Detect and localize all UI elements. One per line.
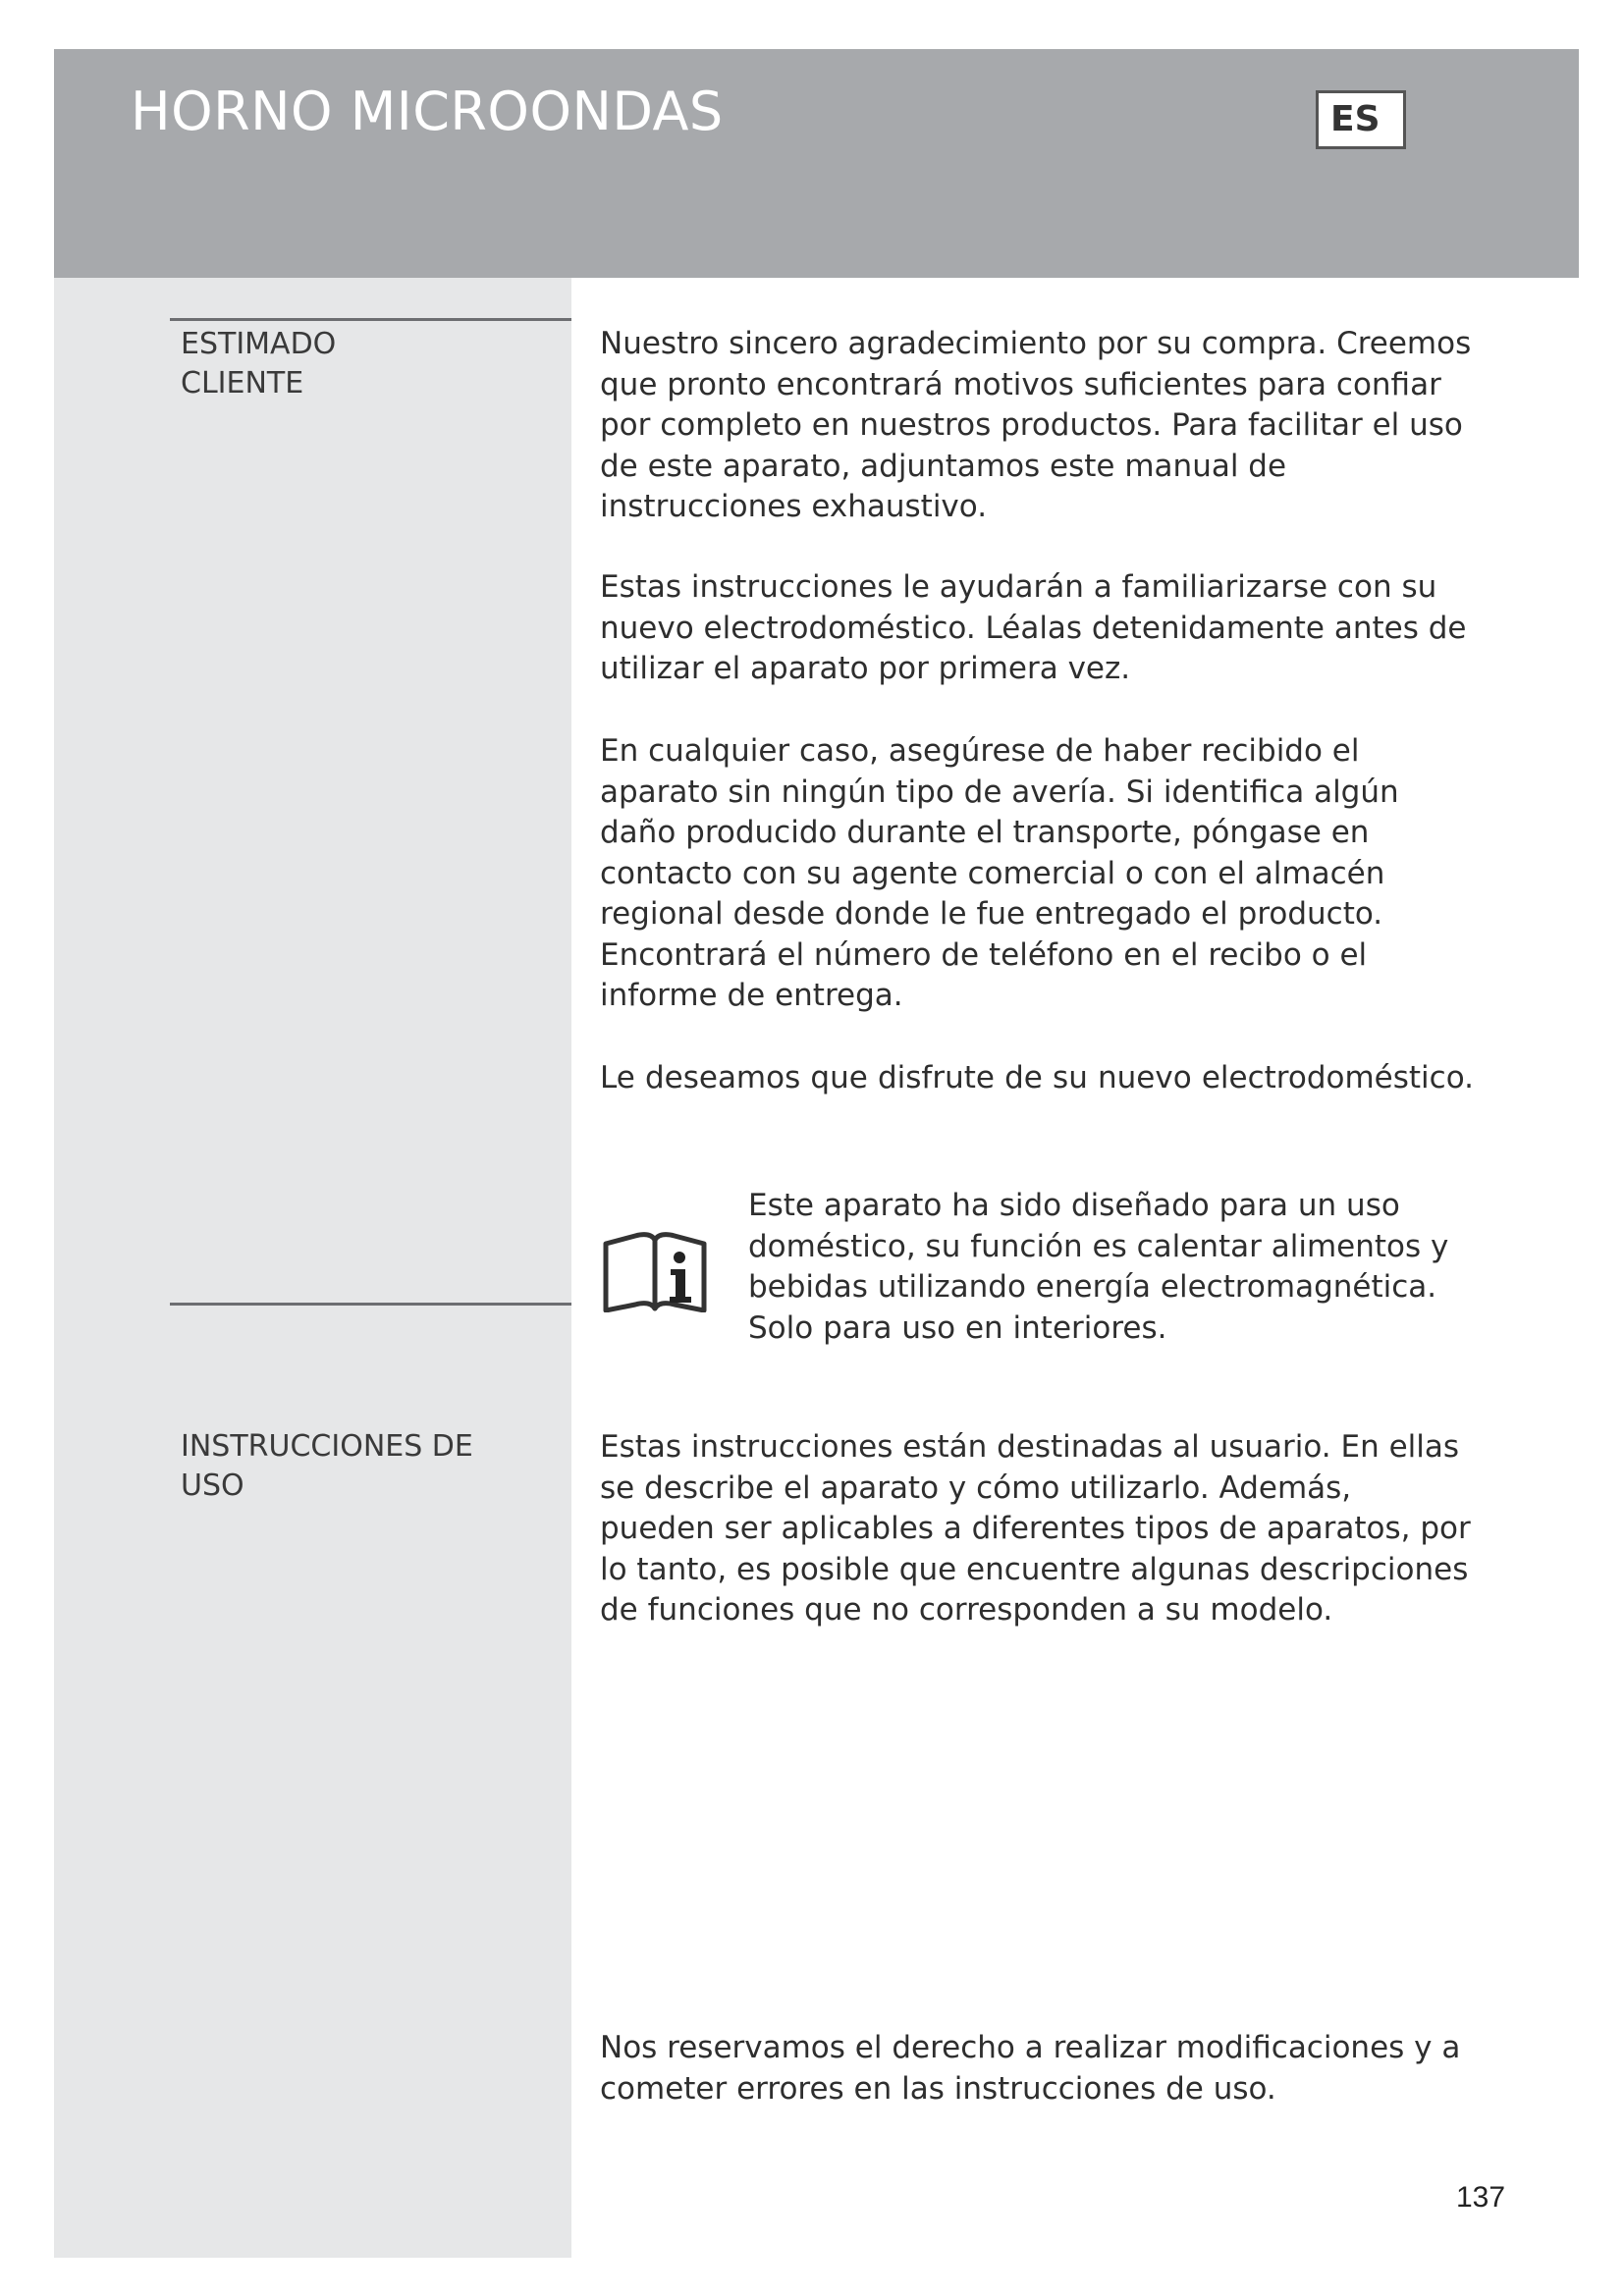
open-book-info-icon	[601, 1232, 709, 1312]
damage-check-paragraph: En cualquier caso, asegúrese de haber recibido el aparato sin ningún tipo de avería. Si identifica algún daño producido durante el transporte, póngase en contacto con su agente comercial o con el almacén regional desde donde le fue entregado el producto. Encontrará el número de teléfono en el recibo o el informe de entrega.	[600, 733, 1399, 1013]
instructions-paragraph: Estas instrucciones están destinadas al usuario. En ellas se describe el aparato y cómo utilizarlo. Además, pueden ser aplicables a diferentes tipos de aparatos, por lo tanto, es posible que encuentre algunas descripciones de funciones que no corresponden a su modelo.	[600, 1429, 1471, 1628]
enjoy-paragraph: Le deseamos que disfrute de su nuevo electrodoméstico.	[600, 1060, 1474, 1095]
disclaimer-paragraph: Nos reservamos el derecho a realizar modificaciones y a cometer errores en las instrucciones de uso.	[600, 2030, 1461, 2107]
intro-paragraph: Nuestro sincero agradecimiento por su compra. Creemos que pronto encontrará motivos suficientes para confiar por completo en nuestros productos. Para facilitar el uso de este aparato, adjuntamos este manual de instrucciones exhaustivo.	[600, 326, 1472, 524]
sidebar-column	[54, 278, 571, 2258]
document-title: HORNO MICROONDAS	[131, 80, 724, 142]
section-heading-estimado-cliente: ESTIMADO CLIENTE	[181, 327, 337, 400]
familiarize-paragraph: Estas instrucciones le ayudarán a familiarizarse con su nuevo electrodoméstico. Léalas detenidamente antes de utilizar el aparato por primera vez.	[600, 569, 1467, 686]
page-number: 137	[1456, 2181, 1506, 2214]
section-heading-instrucciones-de-uso: INSTRUCCIONES DE USO	[181, 1429, 473, 1503]
section-divider-top	[170, 318, 571, 321]
language-badge: ES	[1316, 90, 1406, 149]
usage-note: Este aparato ha sido diseñado para un uso doméstico, su función es calentar alimentos y bebidas utilizando energía electromagnética. Solo para uso en interiores.	[748, 1188, 1449, 1346]
section-divider-middle	[170, 1303, 571, 1306]
